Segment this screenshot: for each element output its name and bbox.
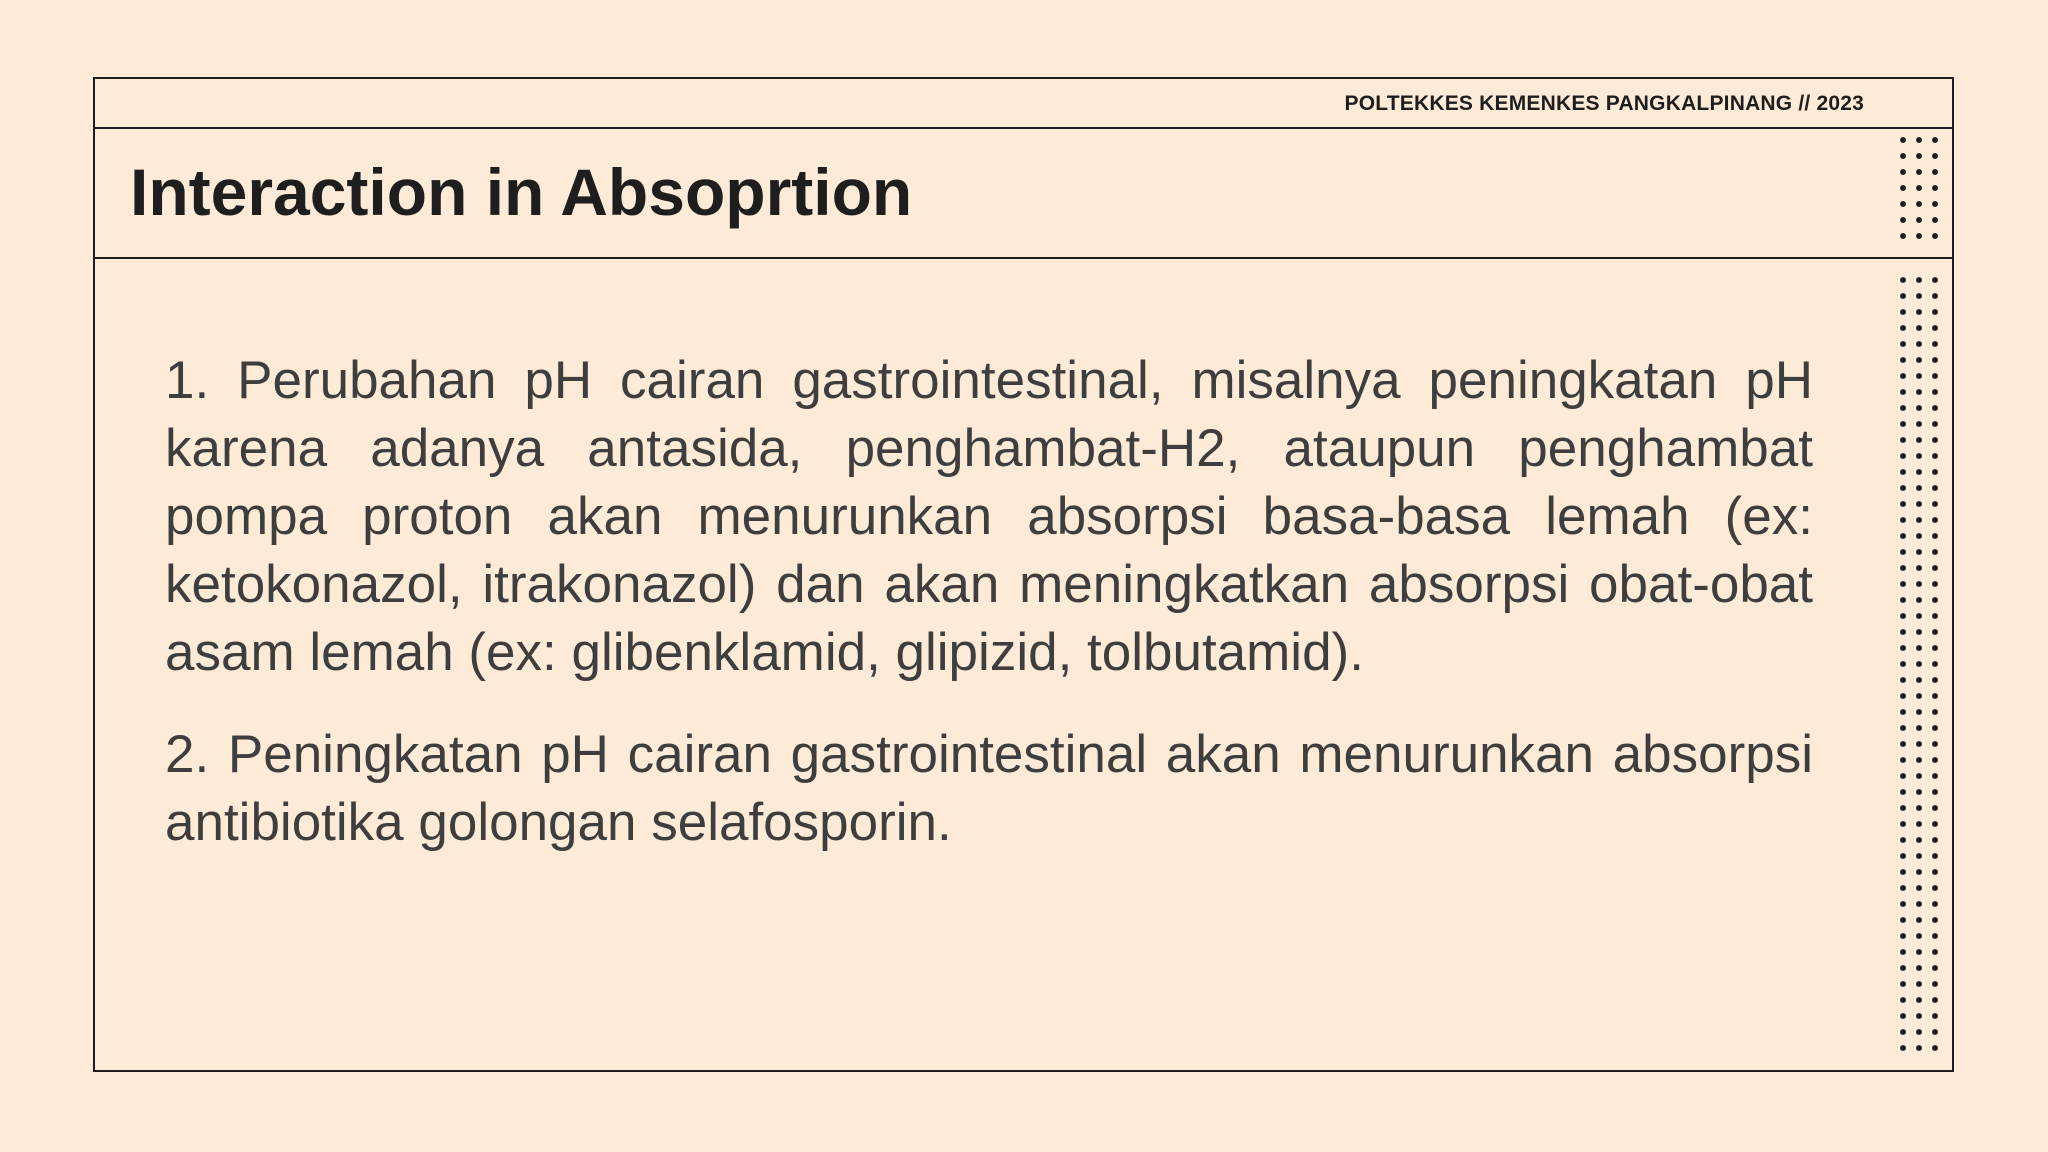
paragraph-2: 2. Peningkatan pH cairan gastrointestinal akan menurunkan absorpsi antibiotika golongan selafosporin. [165,725,1813,852]
dot-pattern-decoration-top [1895,132,1945,244]
slide-content [165,347,1813,891]
header-bar [95,79,1952,129]
paragraph-1: 1. Perubahan pH cairan gastrointestinal, misalnya peningkatan pH karena adanya antasida, penghambat-H2, ataupun penghambat pompa proton akan menurunkan absorpsi basa-basa lemah (ex: ketokonazol, itrakonazol) dan akan meningkatkan absorpsi obat-obat asam lemah (ex: glibenklamid, glipizid, tolbutamid). [165,351,1813,682]
institution-label: POLTEKKES KEMENKES PANGKALPINANG // 2023 [1344,92,1864,115]
title-bar [95,127,1952,259]
slide-title: Interaction in Absoprtion [130,155,913,229]
dot-pattern-decoration-side [1895,272,1945,1060]
slide-frame [93,77,1954,1072]
